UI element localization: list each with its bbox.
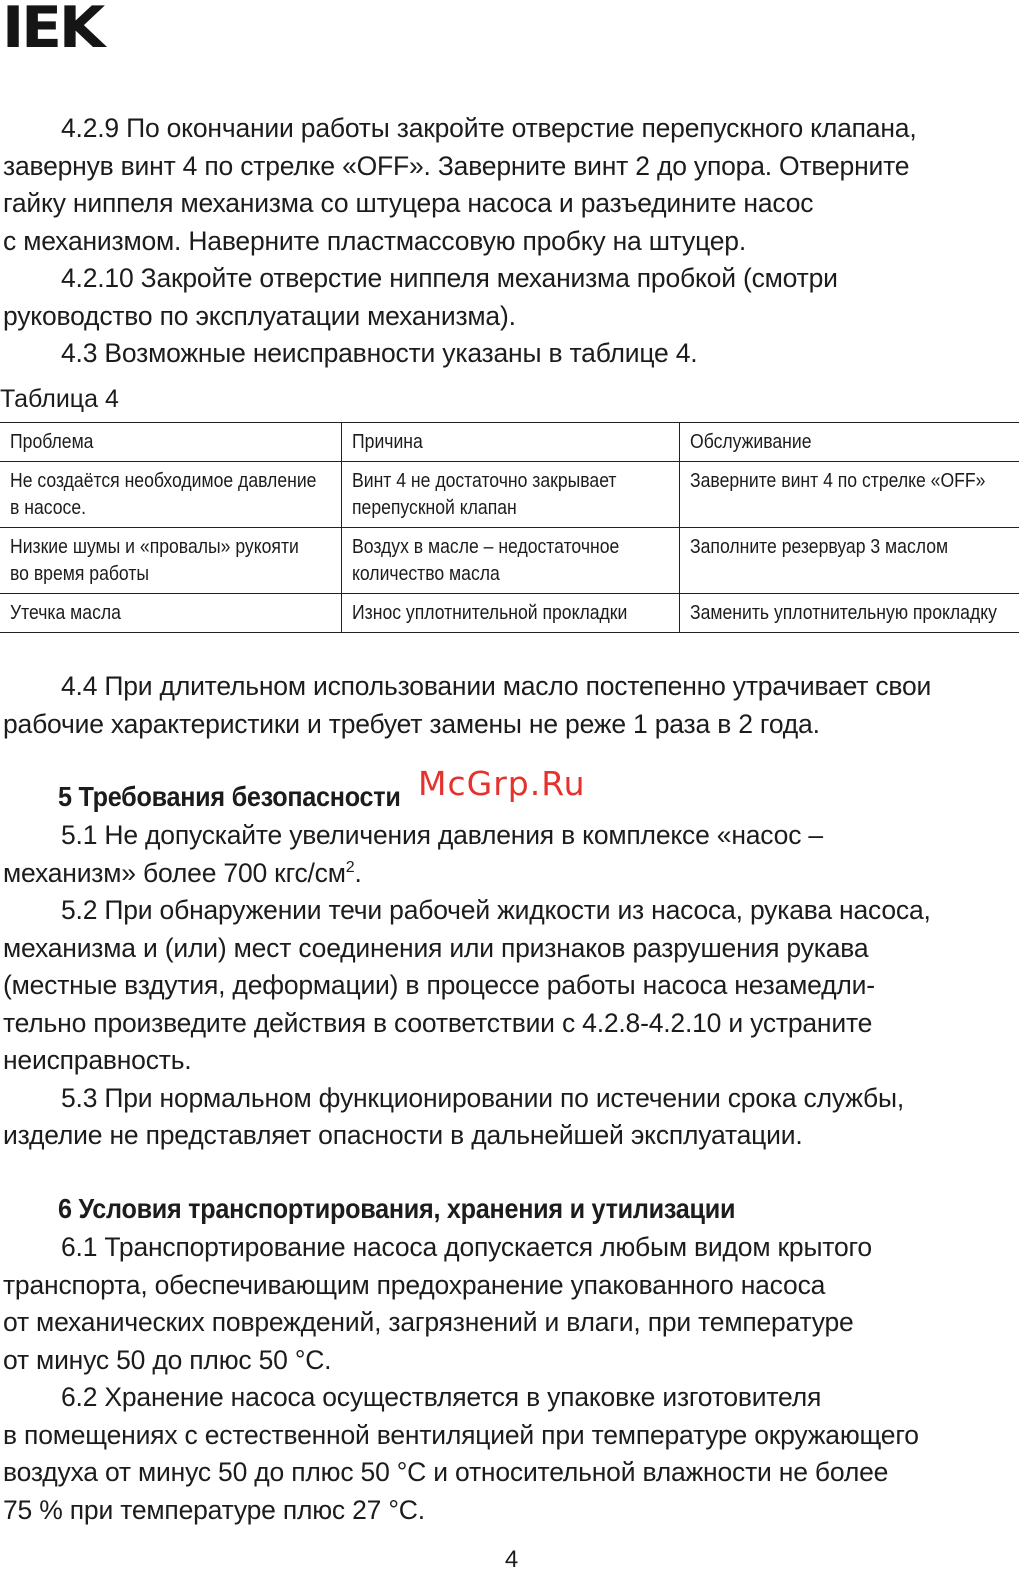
text-line: 5.3 При нормальном функционировании по истечении срока службы, (61, 1082, 905, 1113)
paragraph-5-1 (3, 817, 1028, 892)
table-header-cell: Обслуживание (679, 423, 1019, 462)
text-line: неисправность. (3, 1045, 192, 1075)
text-line: воздуха от минус 50 до плюс 50 °С и относительной влажности не более (3, 1457, 889, 1487)
paragraph-4-2-10 (3, 260, 1028, 335)
paragraph-4-4 (3, 668, 1028, 743)
table-cell: Заполните резервуар 3 маслом (679, 528, 1019, 594)
table-cell: Винт 4 не достаточно закрывает перепускной клапан (341, 462, 679, 528)
text-line: завернув винт 4 по стрелке «OFF». Заверните винт 2 до упора. Отверните (3, 150, 910, 181)
text-line: гайку ниппеля механизма со штуцера насоса и разъедините насос (3, 188, 814, 218)
paragraph-6-2 (3, 1379, 1028, 1529)
table-cell: Заверните винт 4 по стрелке «OFF» (679, 462, 1019, 528)
iek-logo: IEK (2, 0, 103, 61)
paragraph-text (3, 668, 1028, 743)
table-header-row (0, 423, 1019, 462)
text-line: от минус 50 до плюс 50 °С. (3, 1344, 332, 1375)
section-6-text (3, 1229, 1028, 1529)
paragraph-5-3 (3, 1080, 1028, 1155)
text-fragment: . (354, 857, 362, 888)
text-line: 5.1 Не допускайте увеличения давления в комплексе «насос – (61, 820, 823, 850)
table-caption: Таблица 4 (0, 385, 119, 413)
text-line: 4.2.10 Закройте отверстие ниппеля механизма пробкой (смотри (61, 263, 838, 293)
text-line: 6.1 Транспортирование насоса допускается любым видом крытого (61, 1232, 872, 1262)
text-line: 5.2 При обнаружении течи рабочей жидкости из насоса, рукава насоса, (61, 895, 931, 925)
text-line: транспорта, обеспечивающим предохранение упакованного насоса (3, 1269, 826, 1300)
table-cell: Низкие шумы и «провалы» рукояти во время работы (0, 528, 341, 594)
text-line: тельно произведите действия в соответствии с 4.2.8-4.2.10 и устраните (3, 1007, 873, 1038)
superscript: 2 (345, 858, 355, 876)
table-cell: Утечка масла (0, 594, 341, 633)
paragraph-5-2 (3, 892, 1028, 1080)
text-line: руководство по эксплуатации механизма). (3, 300, 516, 331)
watermark: McGrp.Ru (418, 764, 586, 803)
table-cell: Воздух в масле – недостаточное количество масла (341, 528, 679, 594)
section-4-text (3, 110, 1028, 373)
text-line: рабочие характеристики и требует замены не реже 1 раза в 2 года. (3, 708, 820, 739)
table-cell: Заменить уплотнительную прокладку (679, 594, 1019, 633)
text-line: механизма и (или) мест соединения или признаков разрушения рукава (3, 932, 869, 963)
section-5-heading: 5 Требования безопасности (58, 781, 401, 812)
section-5-text (3, 817, 1028, 1155)
table-cell: Износ уплотнительной прокладки (341, 594, 679, 633)
faults-table (0, 422, 1019, 633)
text-line: 4.2.9 По окончании работы закройте отверстие перепускного клапана, (61, 113, 917, 143)
text-line: 75 % при температуре плюс 27 °С. (3, 1494, 425, 1525)
text-line: изделие не представляет опасности в дальнейшей эксплуатации. (3, 1120, 803, 1150)
section-6-heading: 6 Условия транспортирования, хранения и утилизации (58, 1193, 736, 1224)
table-row (0, 594, 1019, 633)
text-line: 6.2 Хранение насоса осуществляется в упаковке изготовителя (61, 1382, 822, 1412)
paragraph-4-2-9 (3, 110, 1028, 260)
table-cell: Не создаётся необходимое давление в насосе. (0, 462, 341, 528)
table-header-cell: Проблема (0, 423, 341, 462)
text-line: в помещениях с естественной вентиляцией при температуре окружающего (3, 1419, 919, 1450)
text-line: 4.4 При длительном использовании масло постепенно утрачивает свои (61, 671, 932, 701)
paragraph-4-3 (3, 335, 1028, 373)
page-number: 4 (504, 1546, 519, 1573)
table-header-cell: Причина (341, 423, 679, 462)
text-line: от механических повреждений, загрязнений и влаги, при температуре (3, 1307, 854, 1337)
text-fragment: механизм» более 700 кгс/см (3, 857, 346, 888)
text-line (0, 855, 1028, 893)
table-row (0, 528, 1019, 594)
text-line: с механизмом. Наверните пластмассовую пробку на штуцер. (3, 225, 746, 256)
text-line: (местные вздутия, деформации) в процессе работы насоса незамедли- (3, 970, 875, 1000)
table-row (0, 462, 1019, 528)
text-line: 4.3 Возможные неисправности указаны в таблице 4. (61, 338, 698, 368)
paragraph-6-1 (3, 1229, 1028, 1379)
